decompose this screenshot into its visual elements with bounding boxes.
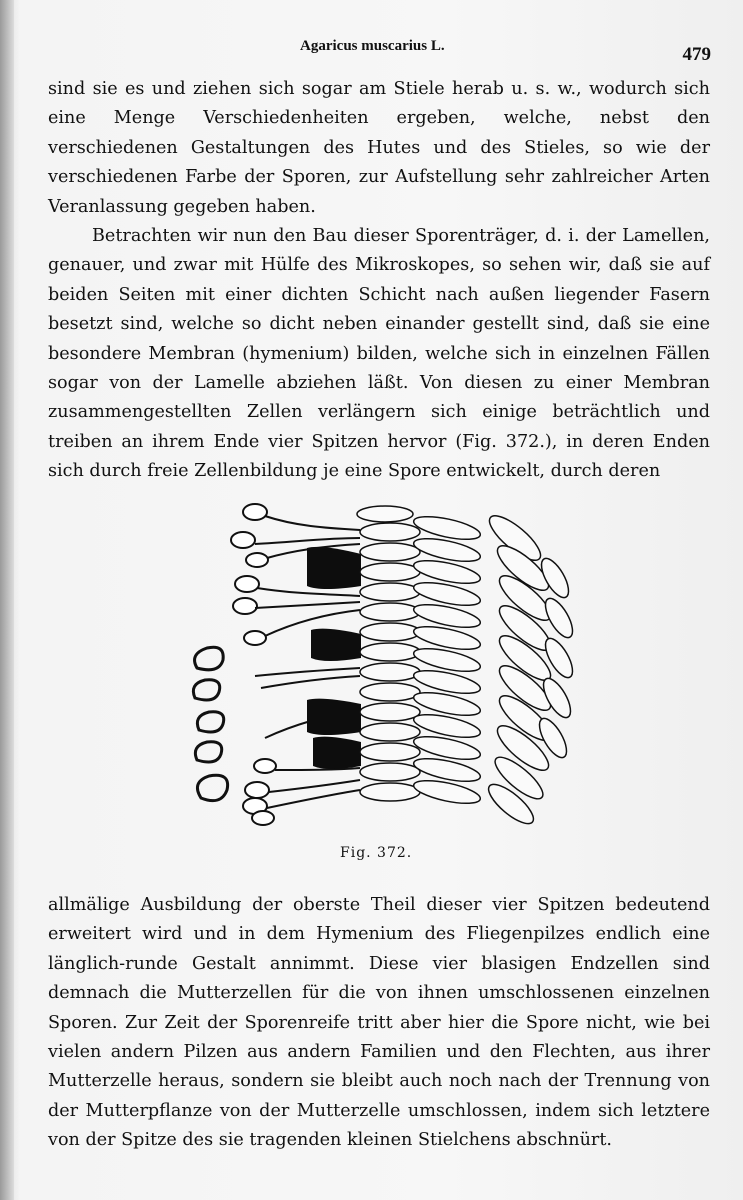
spore-outline — [197, 712, 223, 732]
lower-text-block — [48, 891, 710, 1156]
dark-basidia — [307, 547, 361, 769]
running-title: Agaricus muscarius L. — [300, 38, 445, 54]
spore — [231, 532, 255, 548]
basidium — [243, 759, 360, 825]
sterigma — [255, 588, 360, 636]
paragraph-3: allmälige Ausbildung der oberste Theil dieser vier Spitzen bedeutend erweitert wird und in dem Hymenium des Fliegenpilzes endlich eine länglich-runde Gestalt annimmt. Diese vier blasigen Endzellen sind demnach die Mutterzellen für die von ihnen umschlossenen einzelnen Sporen. Zur Zeit der Sporenreife tritt aber hier die Spore nicht, wie bei vielen andern Pilzen aus andern Familien und den Flechten, aus ihrer Mutterzelle heraus, sondern sie bleibt auch noch nach der Trennung von der Mutterpflanze von der Mutterzelle umschlossen, indem sich letztere von der Spitze des sie tragenden kleinen Stielchens abschnürt. — [48, 895, 710, 1151]
dark-cell — [313, 737, 361, 769]
spore — [245, 782, 269, 798]
hymenium-cells — [357, 506, 578, 828]
spore-outline — [193, 680, 219, 700]
dark-cell — [307, 547, 361, 589]
upper-text-block — [48, 75, 710, 487]
spore — [246, 553, 268, 567]
spore — [243, 504, 267, 520]
loose-spores — [193, 647, 227, 800]
sterigma — [267, 768, 360, 808]
page-number: 479 — [682, 44, 711, 65]
spore — [252, 811, 274, 825]
spore — [235, 576, 259, 592]
paragraph-2: Betrachten wir nun den Bau dieser Sporenträger, d. i. der Lamellen, genauer, und zwar mit Hülfe des Mikroskopes, so sehen wir, daß sie auf beiden Seiten mit einer dichten Schicht nach außen liegender Fasern besetzt sind, welche so dicht neben einander gestellt sind, daß sie eine besondere Membran (hymenium) bilden, welche sich in einzelnen Fällen sogar von der Lamelle abziehen läßt. Von diesen zu einer Membran zusammengestellten Zellen verlängern sich einige beträchtlich und treiben an ihrem Ende vier Spitzen hervor (Fig. 372.), in deren Enden sich durch freie Zellenbildung je eine Spore entwickelt, durch deren — [48, 226, 710, 482]
spore-outline — [195, 647, 224, 670]
spore-outline — [195, 742, 221, 762]
dark-cell — [311, 629, 361, 661]
page-gutter — [0, 0, 14, 1200]
figure-caption: Fig. 372. — [340, 845, 413, 861]
hymenium-illustration — [185, 498, 585, 828]
spore — [244, 631, 266, 645]
paragraph-1: sind sie es und ziehen sich sogar am Stiele herab u. s. w., wodurch sich eine Menge Verschiedenheiten ergeben, welche, nebst den verschiedenen Gestaltungen des Hutes und des Stieles, so wie der verschiedenen Farbe der Sporen, zur Aufstellung sehr zahlreicher Arten Veranlassung gegeben haben. — [48, 79, 710, 217]
spore — [233, 598, 257, 614]
spore-outline — [197, 775, 227, 800]
dark-cell — [307, 699, 361, 735]
spore — [254, 759, 276, 773]
